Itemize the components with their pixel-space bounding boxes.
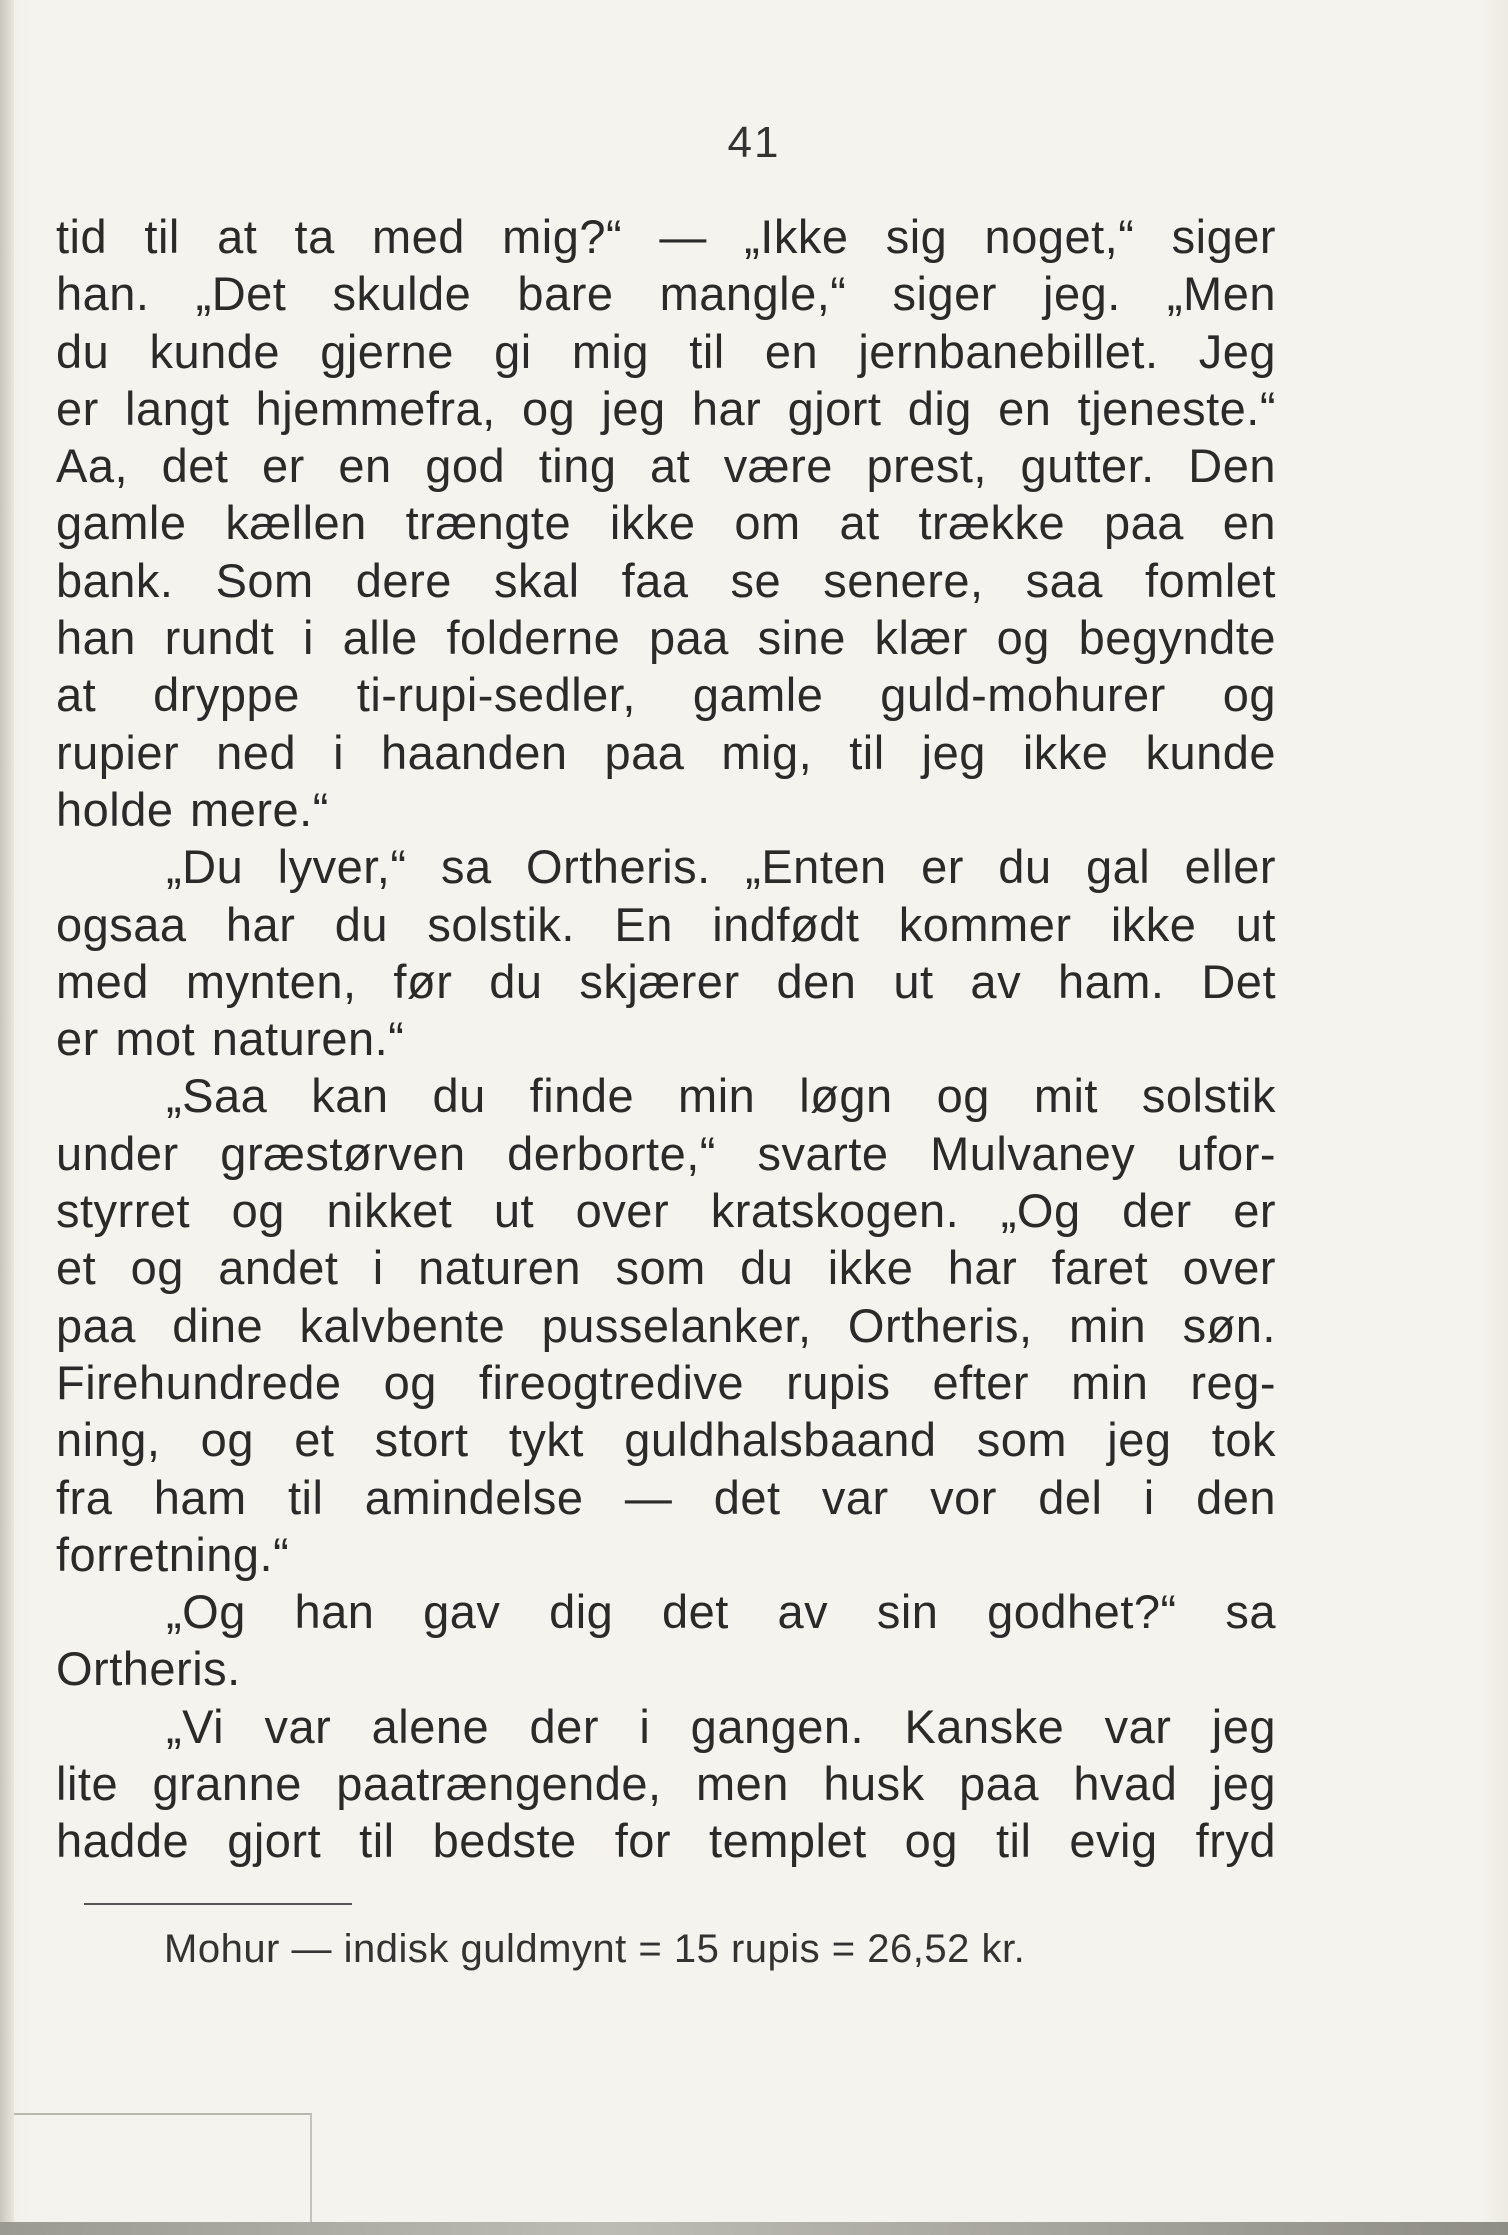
text-line: ogsaa har du solstik. En indfødt kommer ikke ut [56,897,1276,951]
footnote: Mohur — indisk guldmynt = 15 rupis = 26,52 kr. [164,1927,1026,1971]
text-line: Ortheris. [56,1642,241,1696]
text-line: ning, og et stort tykt guldhalsbaand som jeg tok [56,1413,1276,1467]
text-line: forretning.“ [56,1527,290,1581]
text-line: han rundt i alle folderne paa sine klær og begyndte [56,611,1276,665]
text-line: et og andet i naturen som du ikke har faret over [56,1241,1276,1295]
text-line: at dryppe ti-rupi-sedler, gamle guld-mohurer og [56,668,1276,722]
text-line: bank. Som dere skal faa se senere, saa fomlet [56,553,1276,607]
text-line: „Og han gav dig det av sin godhet?“ sa [166,1585,1276,1639]
page-bottom-edge [0,2222,1508,2235]
text-line: lite granne paatrængende, men husk paa hvad jeg [56,1757,1276,1811]
text-line: han. „Det skulde bare mangle,“ siger jeg. „Men [56,267,1276,321]
text-line: du kunde gjerne gi mig til en jernbanebillet. Jeg [56,324,1276,378]
text-line: „Saa kan du finde min løgn og mit solstik [166,1069,1276,1123]
page-binding-edge [0,0,14,2235]
text-line: styrret og nikket ut over kratskogen. „Og der er [56,1184,1276,1238]
text-line: paa dine kalvbente pusselanker, Ortheris, min søn. [56,1298,1276,1352]
text-line: hadde gjort til bedste for templet og til evig fryd [56,1814,1276,1868]
text-line: er mot naturen.“ [56,1012,405,1066]
text-line: er langt hjemmefra, og jeg har gjort dig en tjeneste.“ [56,381,1276,435]
text-line: rupier ned i haanden paa mig, til jeg ikke kunde [56,725,1276,779]
footnote-divider [84,1903,352,1905]
text-line: holde mere.“ [56,782,329,836]
text-line: tid til at ta med mig?“ — „Ikke sig noget,“ siger [56,210,1276,263]
text-line: Aa, det er en god ting at være prest, gutter. Den [56,439,1276,493]
text-line: gamle kællen trængte ikke om at trække paa en [56,496,1276,550]
page-corner-mark [14,2113,312,2224]
text-line: „Du lyver,“ sa Ortheris. „Enten er du gal eller [166,840,1276,894]
text-line: under græstørven derborte,“ svarte Mulvaney ufor- [56,1126,1276,1180]
text-line: med mynten, før du skjærer den ut av ham. Det [56,954,1276,1008]
body-text [56,208,1276,1870]
text-line: fra ham til amindelse — det var vor del i den [56,1470,1276,1524]
text-line: Firehundrede og fireogtredive rupis efter min reg- [56,1355,1276,1409]
text-line: „Vi var alene der i gangen. Kanske var jeg [166,1699,1276,1753]
page-number: 41 [727,118,781,167]
